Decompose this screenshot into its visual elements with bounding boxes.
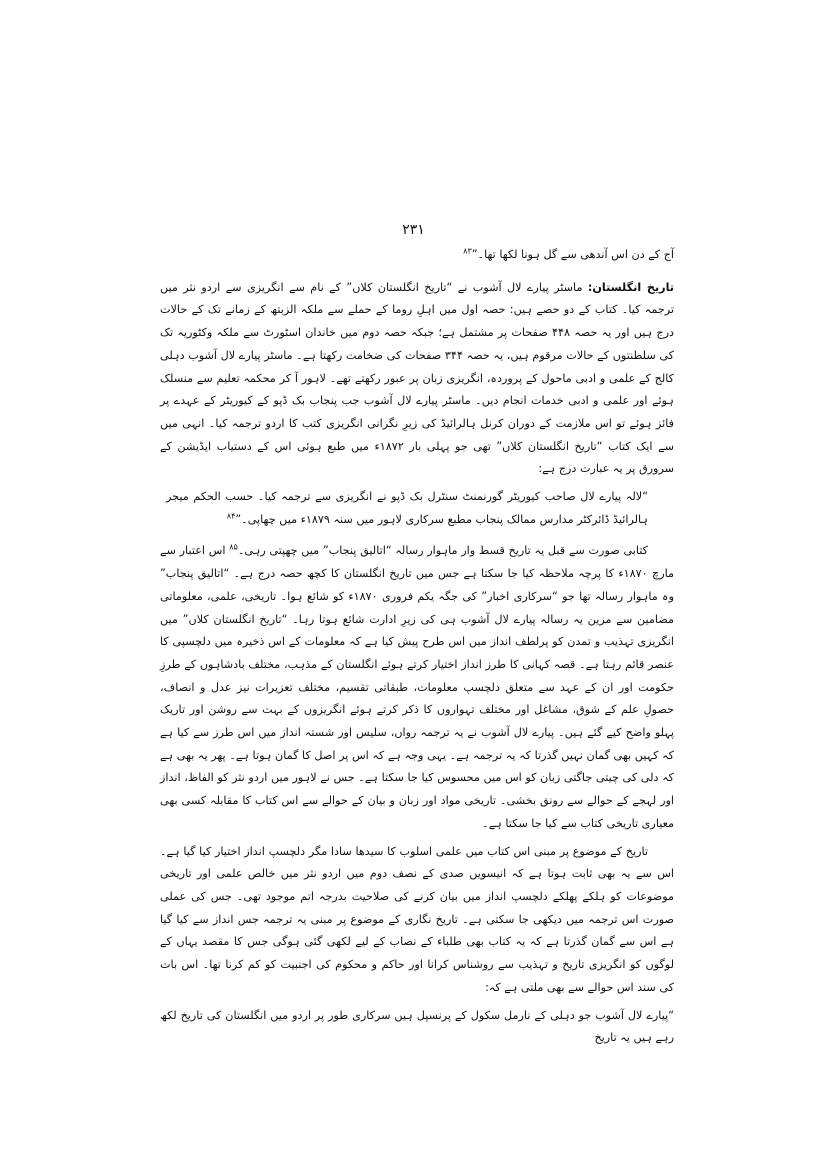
footnote-ref-85: ۸۵ <box>229 542 238 552</box>
page-number: ۲۳۱ <box>402 222 425 238</box>
paragraph-2 <box>160 540 674 835</box>
section-heading: تاریخ انگلستان: <box>587 280 674 294</box>
body-text <box>160 244 674 1055</box>
footnote-ref-83: ۸۳ <box>463 246 472 256</box>
closing-quote-line: “پیارے لال آشوب جو دہلی کے نارمل سکول کے پرنسپل ہیں سرکاری طور پر اردو میں انگلستان کی تاریخ لکھ رہے ہیں یہ تاریخ <box>160 1008 674 1045</box>
section-body: ماسٹر پیارے لال آشوب نے “تاریخ انگلستان کلاں” کے نام سے انگریزی سے اردو نثر میں ترجمہ کیا۔ کتاب کے دو حصے ہیں: حصہ اول میں اہلِ روما کے حملے سے ملکہ الزبتھ کے زمانے تک کے حالات درج ہیں اور یہ حصہ ۴۴۸ صفحات پر مشتمل ہے؛ جبکہ حصہ دوم میں خاندان اسٹورٹ سے ملکہ وکٹوریہ تک کی سلطنتوں کے حالات مرقوم ہیں، یہ حصہ ۳۴۴ صفحات کی ضخامت رکھتا ہے۔ ماسٹر پیارے لال آشوب دہلی کالج کے علمی و ادبی ماحول کے پروردہ، انگریزی زبان پر عبور رکھتے تھے۔ لاہور آ کر محکمہ تعلیم سے منسلک ہوئے اور علمی و ادبی خدمات انجام دیں۔ ماسٹر پیارے لال آشوب جب پنجاب بک ڈپو کے کیوریٹر کے عہدے پر فائز ہوئے تو اس ملازمت کے دوران کرنل ہالرائیڈ کی زیرِ نگرانی انگریزی کتب کا اردو ترجمہ کیا۔ انہی میں سے ایک کتاب “تاریخ انگلستان کلاں” تھی جو پہلی بار ۱۸۷۲ء میں طبع ہوئی اس کے دستیاب ایڈیشن کے سرورق پر یہ عبارت درج ہے: <box>160 280 675 476</box>
paragraph-2-part-1: کتابی صورت سے قبل یہ تاریخ قسط وار ماہوار رسالہ “اتالیق پنجاب” میں چھپتی رہی۔ <box>237 544 648 558</box>
block-quote <box>160 486 674 531</box>
paragraph-2-part-2: اس اعتبار سے مارچ ۱۸۷۰ء کا پرچہ ملاحظہ کیا جا سکتا ہے جس میں تاریخ انگلستان کا کچھ حصہ درج ہے۔ “اتالیق پنجاب” وہ ماہوار رسالہ تھا جو “سرکاری اخبار” کی جگہ یکم فروری ۱۸۷۰ء کو شائع ہوا۔ تاریخی، علمی، معلوماتی مضامین سے مزین یہ رسالہ پیارے لال آشوب ہی کی زیرِ ادارت شائع ہوتا رہا۔ “تاریخ انگلستان کلاں” میں انگریزی تہذیب و تمدن کو پرلطف انداز میں اس طرح پیش کیا ہے کہ معلومات کے اس ذخیرہ میں دلچسپی کا عنصر قائم رہتا ہے۔ قصہ کہانی کا طرز انداز اختیار کرتے ہوئے انگلستان کے مذہب، مختلف بادشاہوں کے طرزِ حکومت اور ان کے عہد سے متعلق دلچسپ معلومات، طبقاتی تقسیم، مختلف تعزیرات نیز عدل و انصاف، حصولِ علم کے شوق، مشاغل اور مختلف تہواروں کا ذکر کرتے ہوئے انگریزوں کے بہت سے روشن اور تاریک پہلو واضح کیے گئے ہیں۔ پیارے لال آشوب نے یہ ترجمہ رواں، سلیس اور شستہ انداز میں اس طرز سے کیا ہے کہ کہیں بھی گمان نہیں گذرتا کہ یہ ترجمہ ہے۔ یہی وجہ ہے کہ اس پر اصل کا گمان ہوتا ہے۔ پھر یہ بھی ہے کہ دلی کی چیتی جاگتی زبان کو اس میں محسوس کیا جا سکتا ہے۔ جس نے لاہور میں اردو نثر کو الفاظ، انداز اور لہجے کے حوالے سے رونق بخشی۔ تاریخی مواد اور زبان و بیان کے حوالے سے اس کتاب کا مقابلہ کسی بھی معیاری تاریخی کتاب سے کیا جا سکتا ہے۔ <box>160 544 675 830</box>
paragraph-3: تاریخ کے موضوع پر مبنی اس کتاب میں علمی اسلوب کا سیدھا سادا مگر دلچسپ انداز اختیار کیا گیا ہے۔ اس سے یہ بھی ثابت ہوتا ہے کہ انیسویں صدی کے نصف دوم میں اردو نثر میں خالص علمی اور تاریخی موضوعات کو ہلکے پھلکے دلچسپ انداز میں بیان کرنے کی صلاحیت بدرجہ اتم موجود تھی۔ جس کی عملی صورت اس ترجمہ میں دیکھی جا سکتی ہے۔ تاریخ نگاری کے موضوع پر مبنی یہ ترجمہ جس انداز سے کیا گیا ہے اس سے گمان گذرتا ہے کہ یہ کتاب بھی طلباء کے نصاب کے لیے لکھی گئی ہوگی جس کا مقصد یہاں کے لوگوں کو انگریزی تاریخ و تہذیب سے روشناس کرانا اور حاکم و محکوم کی اجنبیت کو کم کرنا تھا۔ اس بات کی سند اس حوالے سے بھی ملتی ہے کہ: <box>160 844 674 994</box>
opening-line <box>160 244 674 267</box>
section-paragraph <box>160 277 674 481</box>
footnote-ref-84: ۸۴ <box>226 511 236 520</box>
quote-text: “لالہ پیارے لال صاحب کیوریٹر گورنمنٹ سنٹرل بک ڈپو نے انگریزی سے ترجمہ کیا۔ حسب الحکم میجر ہالرائیڈ ڈائرکٹر مدارس ممالک پنجاب مطبع سرکاری لاہور میں سنہ ۱۸۷۹ء میں چھاپی۔” <box>166 490 648 526</box>
opening-line-text: آج کے دن اس آندھی سے گل ہونا لکھا تھا۔” <box>471 248 674 261</box>
